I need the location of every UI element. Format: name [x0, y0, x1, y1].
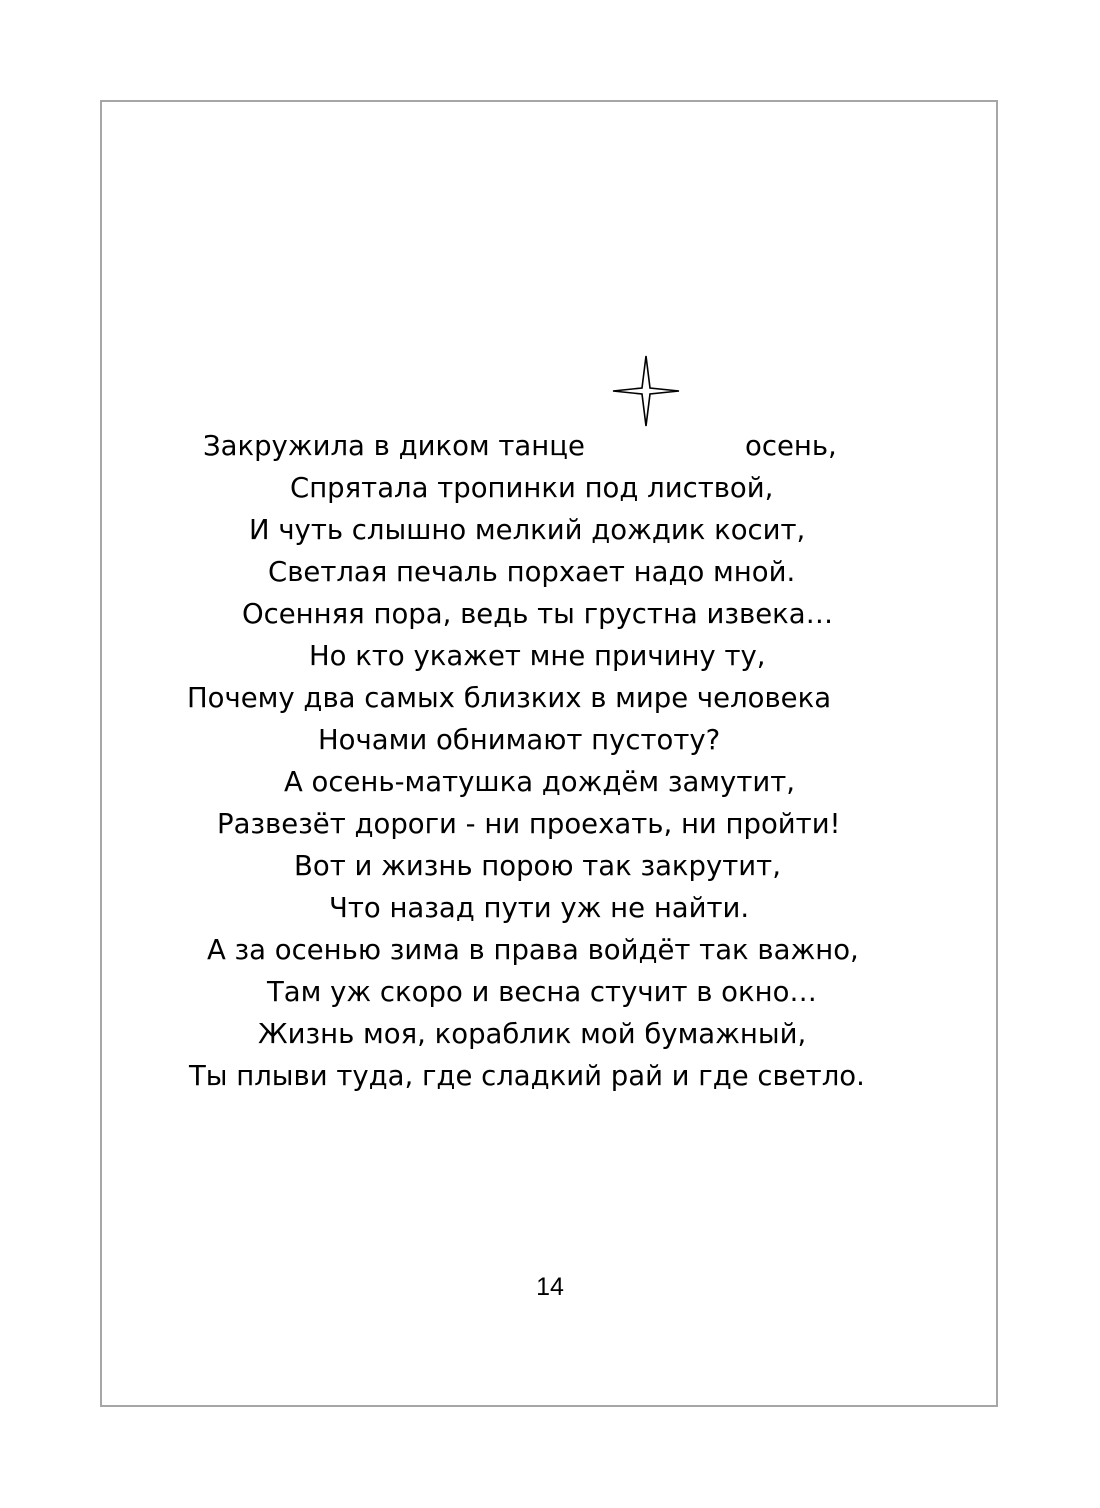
poem-line-6-text: Но кто укажет мне причину ту,: [309, 640, 766, 672]
poem-line-14: [100, 971, 1000, 1013]
poem-line-1: [100, 425, 1000, 467]
poem-line-11: [100, 845, 1000, 887]
poem-line-5-text: Осенняя пора, ведь ты грустна извека…: [242, 598, 834, 630]
poem-line-1-end: осень,: [745, 430, 837, 462]
poem: [100, 425, 1000, 1097]
poem-line-2: [100, 467, 1000, 509]
page-number: 14: [536, 1273, 564, 1301]
poem-line-4: [100, 551, 1000, 593]
poem-line-7-text: Почему два самых близких в мире человека: [187, 682, 832, 714]
poem-line-16-text: Ты плыви туда, где сладкий рай и где светло.: [189, 1060, 865, 1092]
poem-line-12: [100, 887, 1000, 929]
poem-line-1-start: Закружила в диком танце: [203, 430, 585, 462]
poem-line-2-text: Спрятала тропинки под листвой,: [290, 472, 774, 504]
poem-line-12-text: Что назад пути уж не найти.: [329, 892, 750, 924]
poem-line-11-text: Вот и жизнь порою так закрутит,: [294, 850, 781, 882]
poem-line-13: [100, 929, 1000, 971]
poem-line-3-text: И чуть слышно мелкий дождик косит,: [249, 514, 806, 546]
poem-line-9-text: А осень-матушка дождём замутит,: [284, 766, 795, 798]
poem-line-10-text: Развезёт дороги - ни проехать, ни пройти!: [217, 808, 841, 840]
poem-line-6: [100, 635, 1000, 677]
poem-line-4-text: Светлая печаль порхает надо мной.: [268, 556, 796, 588]
poem-line-16: [100, 1055, 1000, 1097]
poem-line-7: [100, 677, 1000, 719]
poem-line-8: [100, 719, 1000, 761]
poem-line-10: [100, 803, 1000, 845]
poem-line-3: [100, 509, 1000, 551]
poem-line-8-text: Ночами обнимают пустоту?: [318, 724, 721, 756]
four-point-star-icon: [612, 355, 680, 427]
poem-line-13-text: А за осенью зима в права войдёт так важно,: [207, 934, 859, 966]
poem-line-15: [100, 1013, 1000, 1055]
poem-line-14-text: Там уж скоро и весна стучит в окно…: [267, 976, 817, 1008]
poem-line-5: [100, 593, 1000, 635]
poem-line-15-text: Жизнь моя, кораблик мой бумажный,: [258, 1018, 807, 1050]
poem-line-9: [100, 761, 1000, 803]
